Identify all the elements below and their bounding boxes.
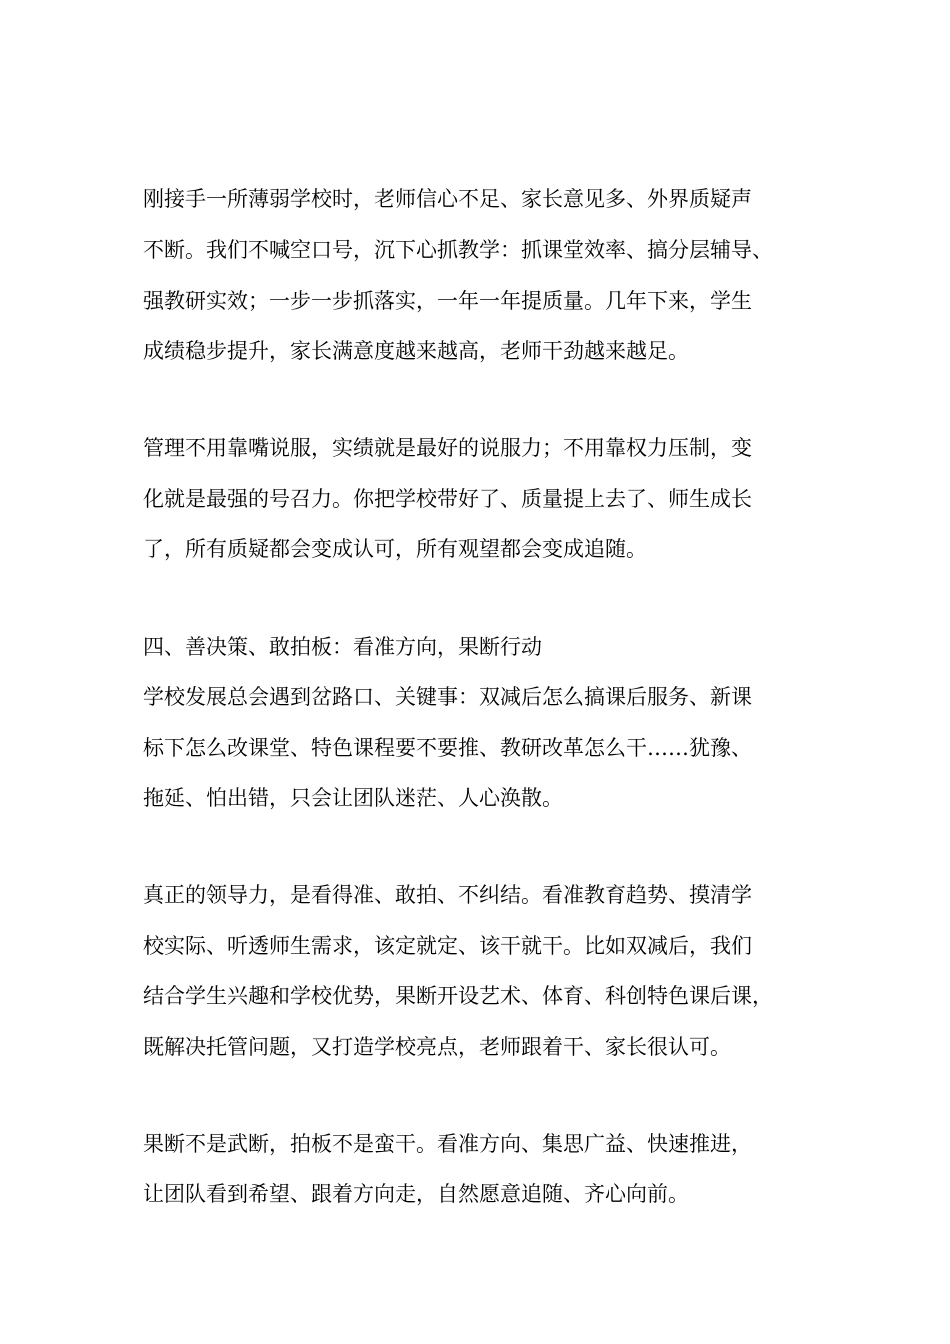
paragraph-line: 让团队看到希望、跟着方向走，自然愿意追随、齐心向前。 bbox=[143, 1182, 689, 1206]
section-heading: 四、善决策、敢拍板：看准方向，果断行动 bbox=[143, 635, 542, 659]
paragraph-line: 果断不是武断，拍板不是蛮干。看准方向、集思广益、快速推进， bbox=[143, 1132, 752, 1156]
paragraph-line: 既解决托管问题，又打造学校亮点，老师跟着干、家长很认可。 bbox=[143, 1035, 731, 1059]
paragraph-line: 真正的领导力，是看得准、敢拍、不纠结。看准教育趋势、摸清学 bbox=[143, 883, 752, 907]
paragraph-line: 管理不用靠嘴说服，实绩就是最好的说服力；不用靠权力压制，变 bbox=[143, 436, 752, 460]
paragraph-line: 结合学生兴趣和学校优势，果断开设艺术、体育、科创特色课后课， bbox=[143, 984, 773, 1008]
paragraph-line: 拖延、怕出错，只会让团队迷茫、人心涣散。 bbox=[143, 786, 563, 810]
paragraph-line: 成绩稳步提升，家长满意度越来越高，老师干劲越来越足。 bbox=[143, 339, 689, 363]
paragraph-line: 不断。我们不喊空口号，沉下心抓教学：抓课堂效率、搞分层辅导、 bbox=[143, 238, 773, 262]
paragraph-line: 刚接手一所薄弱学校时，老师信心不足、家长意见多、外界质疑声 bbox=[143, 187, 752, 211]
paragraph-line: 校实际、听透师生需求，该定就定、该干就干。比如双减后，我们 bbox=[143, 934, 752, 958]
paragraph-line: 学校发展总会遇到岔路口、关键事：双减后怎么搞课后服务、新课 bbox=[143, 685, 752, 709]
paragraph-line: 了，所有质疑都会变成认可，所有观望都会变成追随。 bbox=[143, 537, 647, 561]
paragraph-line: 强教研实效；一步一步抓落实，一年一年提质量。几年下来，学生 bbox=[143, 289, 752, 313]
paragraph-line: 标下怎么改课堂、特色课程要不要推、教研改革怎么干……犹豫、 bbox=[143, 736, 752, 760]
paragraph-line: 化就是最强的号召力。你把学校带好了、质量提上去了、师生成长 bbox=[143, 487, 752, 511]
